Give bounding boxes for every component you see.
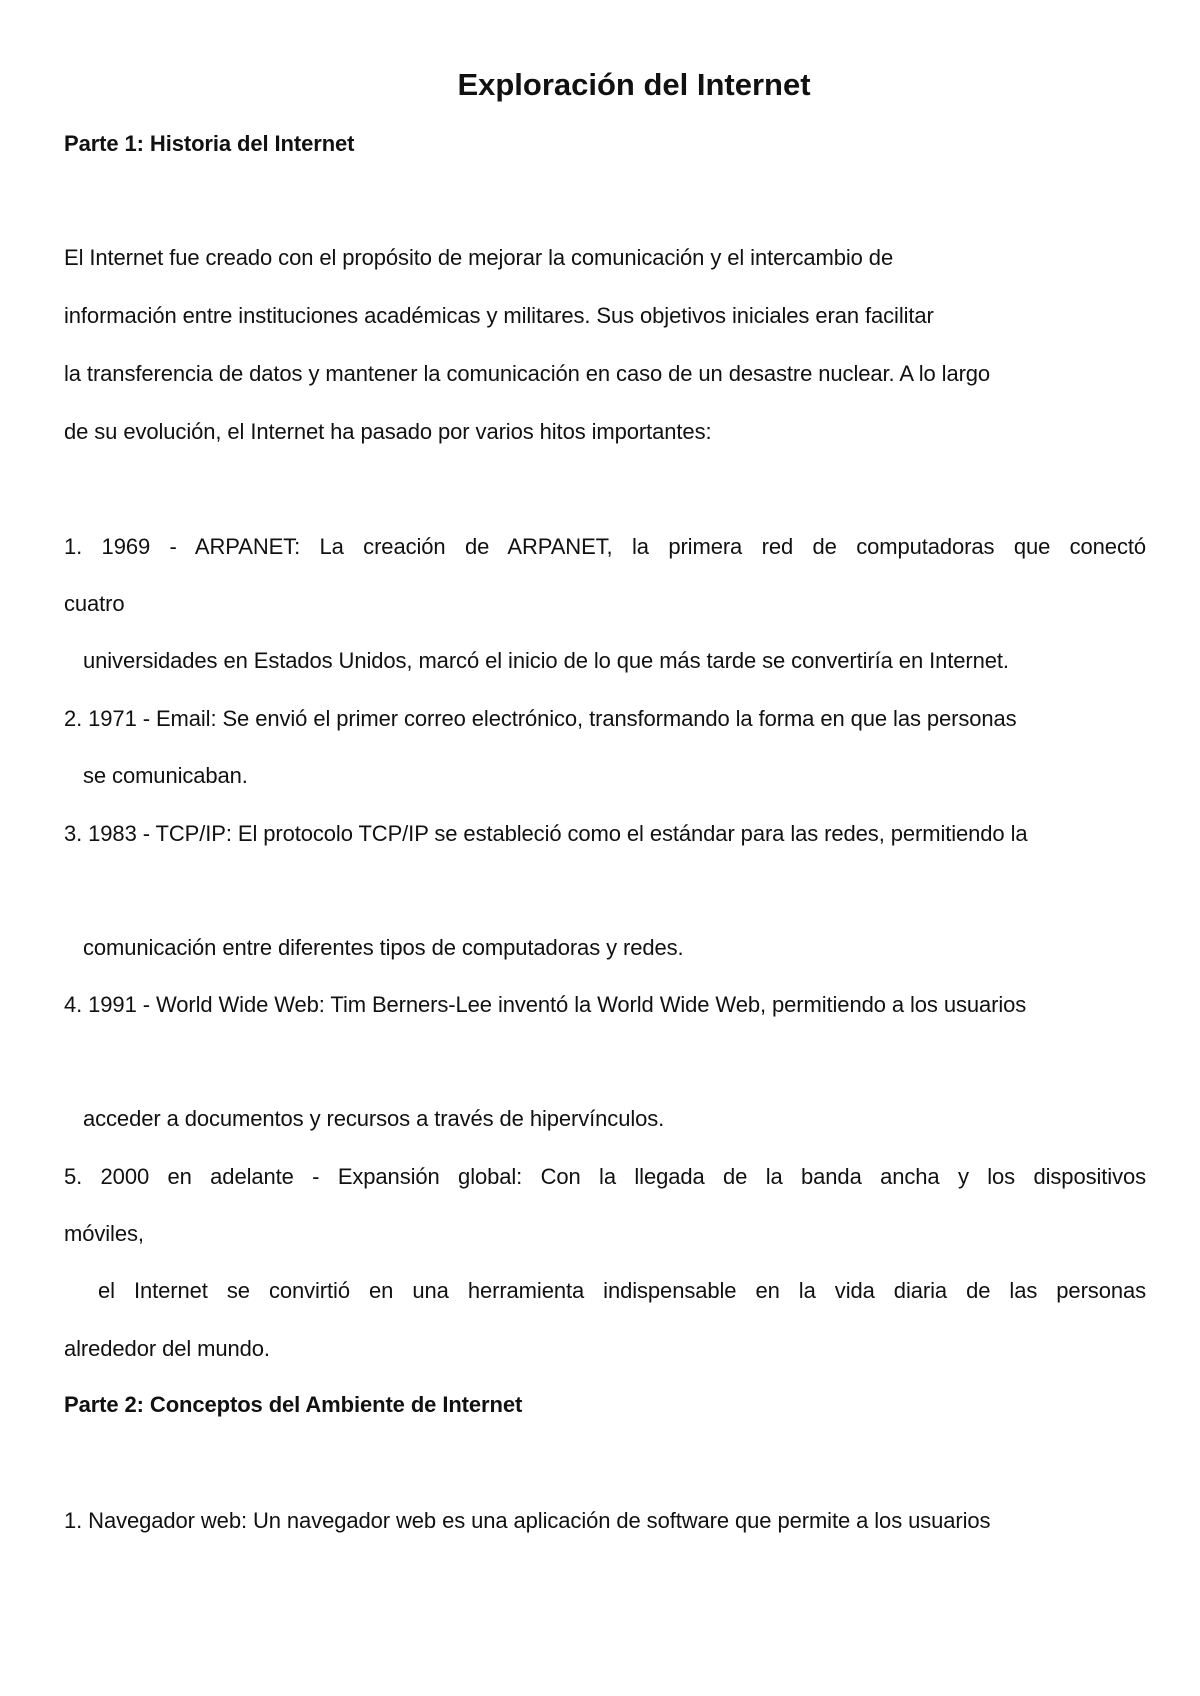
milestone-1-line: cuatro: [64, 591, 125, 616]
milestone-1-line: universidades en Estados Unidos, marcó el inicio de lo que más tarde se convertiría en Internet.: [83, 648, 1009, 673]
milestone-5-line: móviles,: [64, 1221, 144, 1246]
milestone-3-line: comunicación entre diferentes tipos de computadoras y redes.: [83, 935, 684, 960]
intro-line: de su evolución, el Internet ha pasado por varios hitos importantes:: [64, 419, 712, 444]
intro-line: información entre instituciones académicas y militares. Sus objetivos iniciales eran facilitar: [64, 303, 934, 328]
milestone-1-line: 1. 1969 - ARPANET: La creación de ARPANET, la primera red de computadoras que conectó: [64, 534, 1146, 559]
milestone-2-line: se comunicaban.: [83, 763, 248, 788]
milestone-2-line: 2. 1971 - Email: Se envió el primer correo electrónico, transformando la forma en que las personas: [64, 706, 1017, 731]
intro-line: El Internet fue creado con el propósito de mejorar la comunicación y el intercambio de: [64, 245, 894, 270]
milestone-3-line: 3. 1983 - TCP/IP: El protocolo TCP/IP se estableció como el estándar para las redes, permitiendo la: [64, 821, 1028, 846]
part2-item: 1. Navegador web: Un navegador web es una aplicación de software que permite a los usuarios: [64, 1508, 991, 1533]
milestone-5-line: el Internet se convirtió en una herramienta indispensable en la vida diaria de las personas: [98, 1278, 1146, 1303]
document-title: Exploración del Internet: [457, 67, 811, 102]
part2-heading: Parte 2: Conceptos del Ambiente de Internet: [64, 1392, 523, 1417]
milestone-4-line: 4. 1991 - World Wide Web: Tim Berners-Lee inventó la World Wide Web, permitiendo a los usuarios: [64, 992, 1027, 1017]
milestone-5-line: 5. 2000 en adelante - Expansión global: Con la llegada de la banda ancha y los dispositivos: [64, 1164, 1146, 1189]
intro-line: la transferencia de datos y mantener la comunicación en caso de un desastre nuclear. A lo largo: [64, 361, 991, 386]
milestone-4-line: acceder a documentos y recursos a través de hipervínculos.: [83, 1106, 665, 1131]
part1-heading: Parte 1: Historia del Internet: [64, 131, 355, 156]
milestone-5-line: alrededor del mundo.: [64, 1336, 270, 1361]
